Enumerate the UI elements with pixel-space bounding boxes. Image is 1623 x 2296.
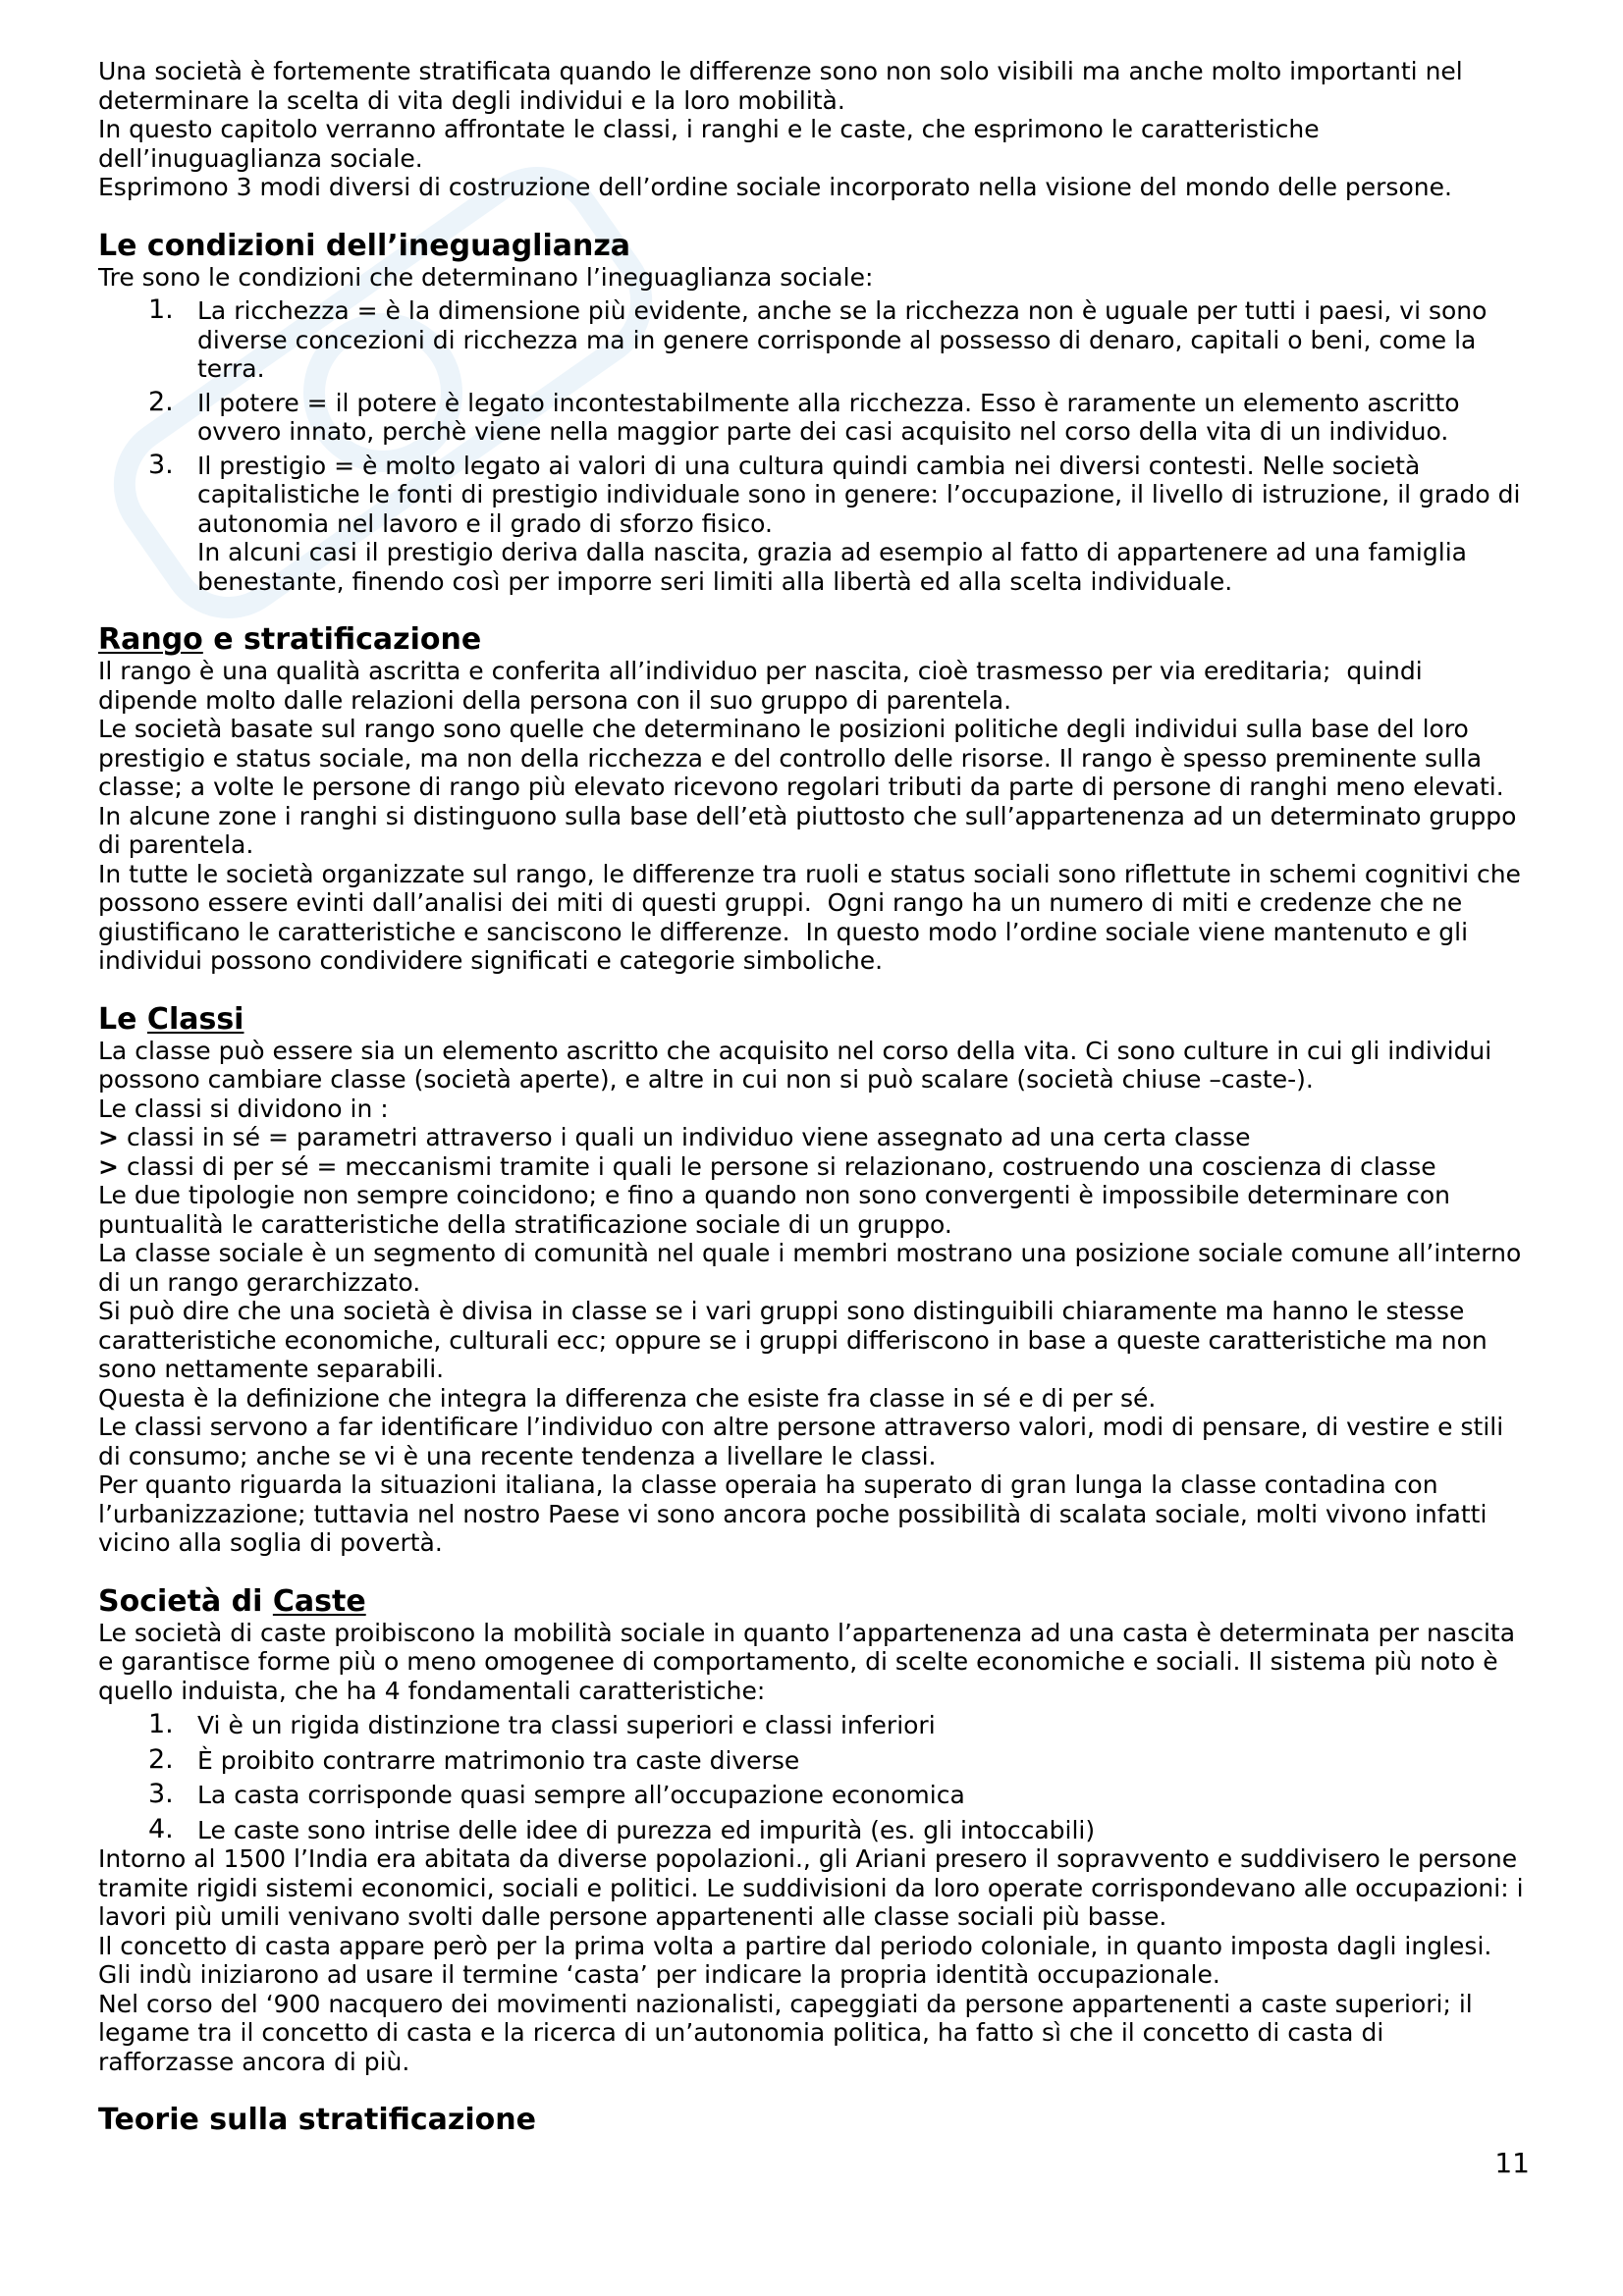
- heading-prefix: Società di: [98, 1583, 273, 1619]
- heading-prefix: Le: [98, 1001, 147, 1037]
- text-line: sono nettamente separabili.: [98, 1355, 445, 1383]
- list-item-text: Vi è un rigida distinzione tra classi superiori e classi inferiori: [197, 1711, 936, 1739]
- list-number: 2.: [148, 1743, 174, 1775]
- list-item-text: La casta corrisponde quasi sempre all’occupazione economica: [197, 1781, 965, 1809]
- text-line: La ricchezza = è la dimensione più evidente, anche se la ricchezza non è uguale per tutti i paesi, vi sono: [197, 296, 1488, 325]
- list-item: [98, 1711, 1542, 1740]
- list-number: 1.: [148, 1709, 174, 1739]
- section-heading-conditions: Le condizioni dell’ineguaglianza: [98, 228, 631, 263]
- classes-paragraphs-after: [98, 1181, 1542, 1558]
- list-number: 1.: [148, 294, 174, 325]
- text-line: Le classi servono a far identificare l’individuo con altre persone attraverso valori, modi di pensare, di vestire e stili: [98, 1413, 1504, 1441]
- text-line: giustificano le caratteristiche e sanciscono le differenze. In questo modo l’ordine sociale viene mantenuto e gli: [98, 917, 1469, 946]
- conditions-section: [98, 229, 1542, 597]
- list-item: [98, 1743, 1542, 1776]
- text-line: Esprimono 3 modi diversi di costruzione dell’ordine sociale incorporato nella visione del mondo delle persone.: [98, 173, 1452, 201]
- text-line: individui possono condividere significati e categorie simboliche.: [98, 946, 884, 975]
- text-line: di un rango gerarchizzato.: [98, 1267, 421, 1297]
- heading-underlined-word: Classi: [146, 1001, 244, 1037]
- list-number: 3.: [148, 1779, 174, 1809]
- text-line: Il rango è una qualità ascritta e conferita all’individuo per nascita, cioè trasmesso per via ereditaria; quindi: [98, 657, 1423, 685]
- text-line: caratteristiche economiche, culturali ecc; oppure se i gruppi differiscono in base a queste caratteristiche ma non: [98, 1325, 1488, 1355]
- text-line: rafforzasse ancora di più.: [98, 2047, 410, 2076]
- classes-section: [98, 1002, 1542, 1558]
- text-line: puntualità le caratteristiche della stratificazione sociale di un gruppo.: [98, 1209, 952, 1239]
- text-line: Il potere = il potere è legato incontestabilmente alla ricchezza. Esso è raramente un elemento ascritto: [197, 388, 1460, 417]
- text-line: capitalistiche le fonti di prestigio individuale sono in genere: l’occupazione, il livello di istruzione, il grado di: [197, 480, 1521, 508]
- text-line: dipende molto dalle relazioni della persona con il suo gruppo di parentela.: [98, 685, 1012, 715]
- text-line: e garantisce forme più o meno omogenee di comportamento, di scelte economiche e sociali. Il sistema più noto è: [98, 1647, 1498, 1676]
- section-heading-theories: Teorie sulla stratificazione: [98, 2103, 536, 2137]
- heading-underlined-word: Rango: [98, 622, 203, 657]
- text-line: benestante, finendo così per imporre seri limiti alla libertà ed alla scelta individuale.: [197, 566, 1233, 596]
- list-item: [98, 449, 1542, 597]
- text-line: Il prestigio = è molto legato ai valori di una cultura quindi cambia nei diversi contesti. Nelle società: [197, 451, 1421, 480]
- text-line: In questo capitolo verranno affrontate le classi, i ranghi e le caste, che esprimono le caratteristiche: [98, 115, 1320, 143]
- castes-section: [98, 1584, 1542, 2077]
- text-line: La classe sociale è un segmento di comunità nel quale i membri mostrano una posizione sociale comune all’interno: [98, 1239, 1522, 1267]
- text-line: Intorno al 1500 l’India era abitata da diverse popolazioni., gli Ariani presero il sopravvento e suddivisero le persone: [98, 1844, 1518, 1873]
- list-number: 3.: [148, 449, 174, 480]
- text-line: Nel corso del ‘900 nacquero dei movimenti nazionalisti, capeggiati da persone appartenenti a caste superiori; il: [98, 1989, 1473, 2018]
- theories-section: [98, 2103, 1542, 2137]
- list-item: [98, 1813, 1542, 1845]
- text-line: dell’inuguaglianza sociale.: [98, 143, 423, 173]
- castes-paragraphs-after: [98, 1844, 1542, 2076]
- text-line: Le classi si dividono in :: [98, 1094, 389, 1123]
- text-line: ovvero innato, perchè viene nella maggior parte dei casi acquisito nel corso della vita di un individuo.: [197, 417, 1449, 446]
- section-heading-castes: [98, 1584, 1542, 1619]
- bullet-marker: >: [98, 1123, 119, 1151]
- section-heading-classes: [98, 1002, 1542, 1037]
- list-item: [98, 386, 1542, 447]
- text-line: Le due tipologie non sempre coincidono; e fino a quando non sono convergenti è impossibile determinare con: [98, 1181, 1450, 1209]
- text-line: di consumo; anche se vi è una recente tendenza a livellare le classi.: [98, 1441, 937, 1470]
- text-line: autonomia nel lavoro e il grado di sforzo fisico.: [197, 508, 773, 538]
- list-item: [98, 296, 1542, 384]
- list-item: [98, 1781, 1542, 1810]
- list-item-text: [197, 389, 1542, 447]
- heading-underlined-word: Caste: [272, 1583, 366, 1619]
- text-line: possono cambiare classe (società aperte), e altre in cui non si può scalare (società chiuse –caste-).: [98, 1065, 1314, 1094]
- castes-list: [98, 1711, 1542, 1844]
- text-line: prestigio e status sociale, ma non della ricchezza e del controllo delle risorse. Il rango è spesso preminente sulla: [98, 743, 1483, 773]
- rank-paragraphs: [98, 657, 1542, 976]
- list-item-text: [197, 296, 1542, 384]
- intro-paragraphs: [98, 57, 1542, 202]
- rank-section: [98, 622, 1542, 976]
- text-line: l’urbanizzazione; tuttavia nel nostro Paese vi sono ancora poche possibilità di scalata sociale, molti vivono infatti: [98, 1499, 1488, 1528]
- text-line: La classe può essere sia un elemento ascritto che acquisito nel corso della vita. Ci sono culture in cui gli individui: [98, 1036, 1492, 1065]
- castes-paragraphs-before: [98, 1619, 1542, 1706]
- intro-section: [98, 57, 1542, 202]
- document-body: [98, 57, 1542, 2137]
- list-item-text: Le caste sono intrise delle idee di purezza ed impurità (es. gli intoccabili): [197, 1815, 1096, 1844]
- text-line: Le società basate sul rango sono quelle che determinano le posizioni politiche degli individui sulla base del loro: [98, 715, 1469, 743]
- list-item-text: [197, 452, 1542, 597]
- text-line: In alcune zone i ranghi si distinguono sulla base dell’età piuttosto che sull’appartenenza ad un determinato gruppo: [98, 801, 1517, 830]
- conditions-list: [98, 296, 1542, 596]
- text-line: quello induista, che ha 4 fondamentali caratteristiche:: [98, 1676, 766, 1705]
- text-line: Una società è fortemente stratificata quando le differenze sono non solo visibili ma anche molto importanti nel: [98, 57, 1463, 85]
- heading-rest: e stratificazione: [202, 622, 482, 657]
- text-line: classe; a volte le persone di rango più elevato ricevono regolari tributi da parte di persone di ranghi meno elevati.: [98, 773, 1504, 801]
- bullet-line: [98, 1152, 1542, 1182]
- text-line: possono essere evinti dall’analisi dei miti di questi gruppi. Ogni rango ha un numero di miti e credenze che ne: [98, 888, 1463, 917]
- bullet-line: [98, 1123, 1542, 1152]
- page-number: 11: [1494, 2147, 1530, 2179]
- text-line: terra.: [197, 354, 265, 383]
- bullet-marker: >: [98, 1151, 119, 1181]
- bullet-text: classi in sé = parametri attraverso i quali un individuo viene assegnato ad una certa classe: [126, 1123, 1251, 1151]
- text-line: vicino alla soglia di povertà.: [98, 1528, 443, 1557]
- bullet-text: classi di per sé = meccanismi tramite i quali le persone si relazionano, costruendo una coscienza di classe: [126, 1151, 1436, 1181]
- text-line: In tutte le società organizzate sul rango, le differenze tra ruoli e status sociali sono riflettute in schemi cognitivi che: [98, 859, 1521, 888]
- text-line: Per quanto riguarda la situazioni italiana, la classe operaia ha superato di gran lunga la classe contadina con: [98, 1470, 1438, 1499]
- text-line: Si può dire che una società è divisa in classe se i vari gruppi sono distinguibili chiaramente ma hanno le stesse: [98, 1297, 1465, 1325]
- text-line: diverse concezioni di ricchezza ma in genere corrisponde al possesso di denaro, capitali o beni, come la: [197, 325, 1477, 354]
- text-line: determinare la scelta di vita degli individui e la loro mobilità.: [98, 85, 845, 115]
- list-number: 4.: [148, 1813, 174, 1844]
- text-line: tramite rigidi sistemi economici, sociali e politici. Le suddivisioni da loro operate corrispondevano alle occupazioni: i: [98, 1873, 1524, 1902]
- text-line: Gli indù iniziarono ad usare il termine ‘casta’ per indicare la propria identità occupazionale.: [98, 1960, 1220, 1989]
- text-line: Questa è la definizione che integra la differenza che esiste fra classe in sé e di per sé.: [98, 1383, 1157, 1413]
- section-heading-rank: [98, 622, 1542, 657]
- list-number: 2.: [148, 386, 174, 417]
- text-line: Le società di caste proibiscono la mobilità sociale in quanto l’appartenenza ad una casta è determinata per nascita: [98, 1618, 1516, 1647]
- text-line: di parentela.: [98, 830, 254, 859]
- classes-paragraphs-before: [98, 1037, 1542, 1124]
- text-line: lavori più umili venivano svolti dalle persone appartenenti alle classe sociali più basse.: [98, 1902, 1167, 1931]
- text-line: legame tra il concetto di casta e la ricerca di un’autonomia politica, ha fatto sì che il concetto di casta di: [98, 2018, 1384, 2047]
- text-line: Il concetto di casta appare però per la prima volta a partire dal periodo coloniale, in quanto imposta dagli inglesi.: [98, 1931, 1492, 1960]
- conditions-lead: Tre sono le condizioni che determinano l’ineguaglianza sociale:: [98, 262, 874, 292]
- text-line: In alcuni casi il prestigio deriva dalla nascita, grazia ad esempio al fatto di appartenere ad una famiglia: [197, 538, 1467, 566]
- list-item-text: È proibito contrarre matrimonio tra caste diverse: [197, 1745, 800, 1775]
